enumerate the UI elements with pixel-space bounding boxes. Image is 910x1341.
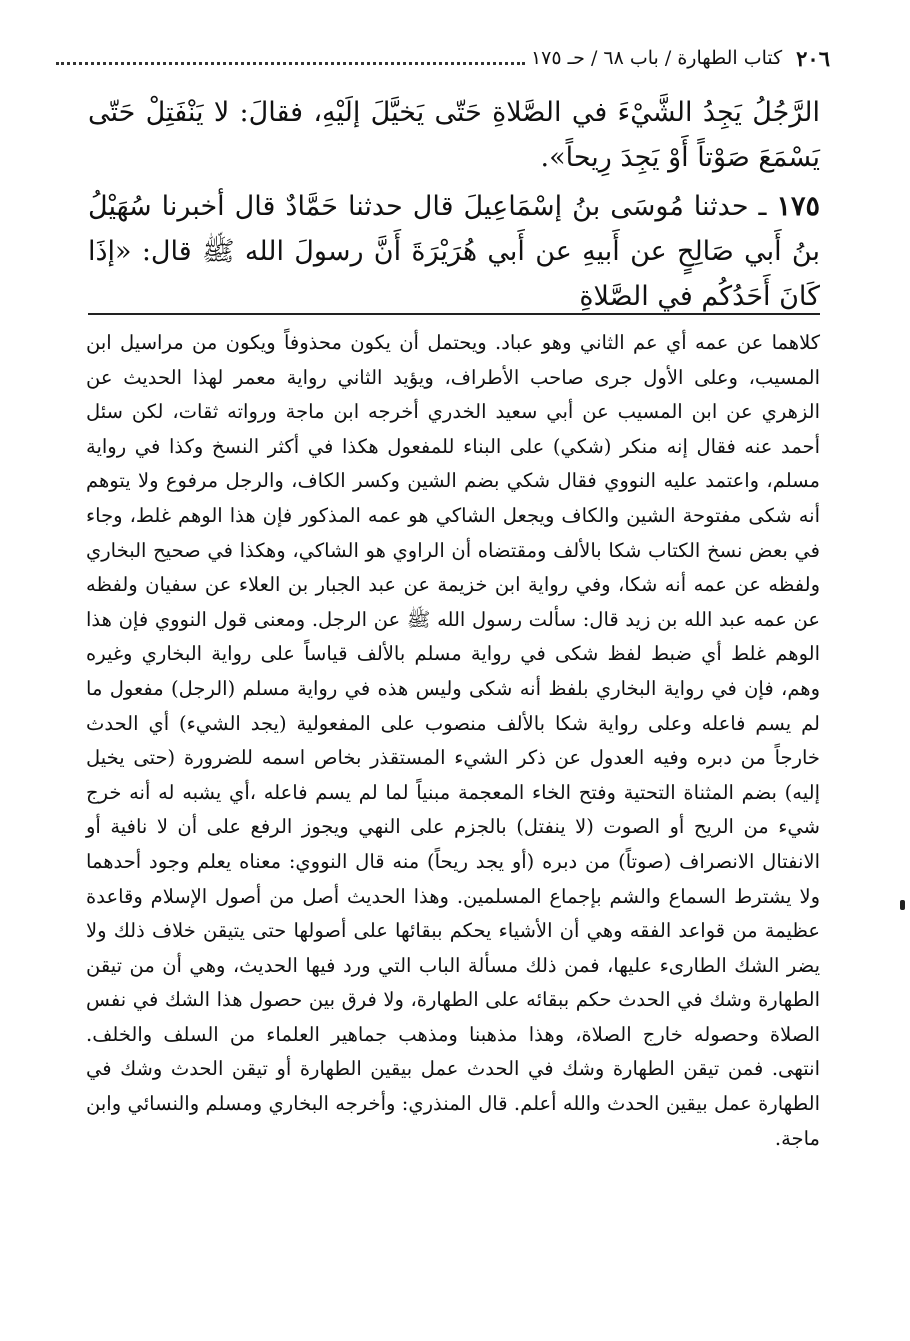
commentary-paragraph: كلاهما عن عمه أي عم الثاني وهو عباد. ويحتمل أن يكون محذوفاً ويكون من مراسيل ابن المسيب، وعلى الأول جرى صاحب الأطراف، ويؤيد الثاني رواية معمر لهذا الحديث عن الزهري عن ابن المسيب عن أبي سعيد الخدري أخرجه ابن ماجة ورواته ثقات، لكن سئل أحمد عنه فقال إنه منكر (شكي) على البناء للمفعول هكذا في أكثر النسخ وكذا في رواية مسلم، واعتمد عليه النووي فقال شكي بضم الشين وكسر الكاف، والرجل مرفوع ولا يتوهم أنه شكى مفتوحة الشين والكاف ويجعل الشاكي هو عمه المذكور فإن هذا الوهم غلط، وجاء في بعض نسخ الكتاب شكا بالألف ومقتضاه أن الراوي هو الشاكي، وهكذا في صحيح البخاري ولفظه عن عمه أنه شكا، وفي رواية ابن خزيمة عن عبد الجبار بن العلاء عن سفيان ولفظه عن عمه عبد الله بن زيد قال: سألت رسول الله ﷺ عن الرجل. ومعنى قول النووي فإن هذا الوهم غلط أي ضبط لفظ شكى في رواية مسلم بالألف قياساً على رواية البخاري وغيره وهم، فإن في رواية البخاري بلفظ أنه شكى وليس هذه في رواية مسلم (الرجل) مفعول ما لم يسم فاعله وعلى رواية شكا بالألف منصوب على المفعولية (يجد الشيء) أي الحدث خارجاً من دبره وفيه العدول عن ذكر الشيء المستقذر بخاص اسمه للضرورة (حتى يخيل إليه) بضم المثناة التحتية وفتح الخاء المعجمة مبنياً لما لم يسم فاعله ،أي يشبه له أنه خرج شيء من الريح أو الصوت (لا ينفتل) بالجزم على النهي ويجوز الرفع على أن لا نافية أو الانفتال الانصراف (صوتاً) من دبره (أو يجد ريحاً) منه قال النووي: معناه يعلم وجود أحدهما ولا يشترط السماع والشم بإجماع المسلمين. وهذا الحديث أصل من أصول الإسلام وقاعدة عظيمة من قواعد الفقه وهي أن الأشياء يحكم ببقائها على أصولها حتى يتيقن خلاف ذلك ولا يضر الشك الطارىء عليها، فمن ذلك مسألة الباب التي ورد فيها الحديث، وهي أن من تيقن الطهارة وشك في الحدث حكم ببقائه على الطهارة، ولا فرق بين حصول هذا الشك في نفس الصلاة وحصوله خارج الصلاة، وهذا مذهبنا ومذهب جماهير العلماء من السلف والخلف. انتهى. فمن تيقن الطهارة وشك في الحدث عمل بيقين الطهارة أو تيقن الحدث وشك في الطهارة عمل بيقين الحدث والله أعلم. قال المنذري: وأخرجه البخاري ومسلم والنسائي وابن ماجة. (86, 331, 820, 1150)
hadith-text (88, 90, 820, 319)
commentary-section (86, 326, 820, 1156)
margin-mark (900, 900, 905, 910)
hadith-175-text: ـ حدثنا مُوسَى بنُ إسْمَاعِيلَ قال حدثنا حَمَّادٌ قال أخبرنا سُهَيْلُ بنُ أَبي صَالِحٍ عن أَبيهِ عن أَبي هُرَيْرَةَ أَنَّ رسولَ الله ﷺ قال: «إذَا كَانَ أَحَدُكُم في الصَّلاةِ (88, 191, 820, 312)
running-title: كتاب الطهارة / باب ٦٨ / حـ ١٧٥ (530, 47, 783, 69)
running-header (40, 40, 830, 76)
hadith-number: ١٧٥ (776, 191, 820, 222)
header-dot-leader (56, 52, 525, 65)
hadith-175 (88, 184, 820, 319)
hadith-174-ending: الرَّجُلُ يَجِدُ الشَّيْءَ في الصَّلاةِ حَتّى يَخيَّلَ إلَيْهِ، فقالَ: لا يَنْفَتِلْ حَتّى يَسْمَعَ صَوْتاً أَوْ يَجِدَ رِيحاً». (88, 97, 820, 173)
footnote-divider (88, 313, 820, 315)
page-number: ٢٠٦ (796, 45, 830, 71)
